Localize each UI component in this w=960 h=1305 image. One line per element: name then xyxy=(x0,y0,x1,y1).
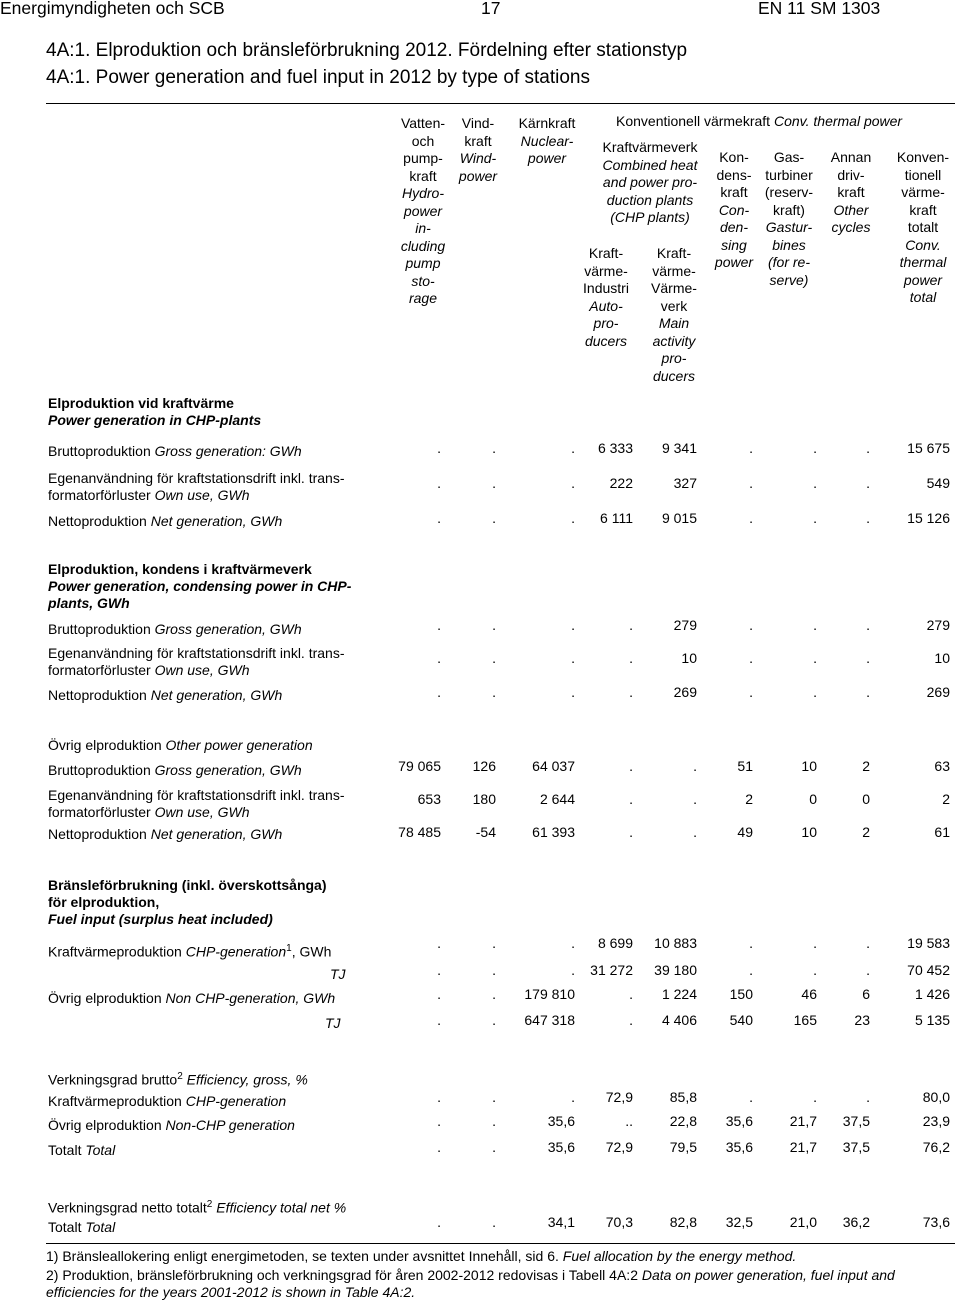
table-cell: 76,2 xyxy=(922,1139,950,1155)
table-cell: 0 xyxy=(809,791,817,807)
table-cell: 2 xyxy=(862,824,870,840)
col-header-chp-industry: Kraft- värme- Industri Auto- pro- ducers xyxy=(583,245,629,349)
table-cell: 10 xyxy=(934,650,950,666)
row-label: Bruttoproduktion Gross generation, GWh xyxy=(48,621,302,637)
table-cell: 61 xyxy=(934,824,950,840)
table-cell: . xyxy=(437,935,441,951)
table-cell: . xyxy=(866,475,870,491)
table-cell: 37,5 xyxy=(842,1113,870,1129)
table-cell: 126 xyxy=(472,758,496,774)
table-cell: 46 xyxy=(801,986,817,1002)
col-group-conventional-en: Conv. thermal power xyxy=(773,113,903,129)
table-cell: 6 xyxy=(862,986,870,1002)
footnote-1: 1) Bränsleallokering enligt energimetoden, se texten under avsnittet Innehåll, sid 6. Fuel allocation by the energy method. xyxy=(46,1248,797,1264)
table-cell: . xyxy=(492,935,496,951)
table-cell: 179 810 xyxy=(524,986,575,1002)
table-title-en: 4A:1. Power generation and fuel input in 2012 by type of stations xyxy=(46,67,590,88)
table-cell: 150 xyxy=(729,986,753,1002)
table-cell: 0 xyxy=(862,791,870,807)
table-cell: 82,8 xyxy=(669,1214,697,1230)
table-cell: . xyxy=(693,791,697,807)
table-cell: 540 xyxy=(729,1012,753,1028)
table-cell: . xyxy=(437,617,441,633)
table-cell: . xyxy=(437,1113,441,1129)
table-cell: . xyxy=(437,440,441,456)
table-cell: 63 xyxy=(934,758,950,774)
table-cell: 1 224 xyxy=(661,986,697,1002)
table-cell: . xyxy=(492,1139,496,1155)
table-cell: . xyxy=(813,617,817,633)
table-cell: 35,6 xyxy=(725,1139,753,1155)
table-cell: . xyxy=(437,1139,441,1155)
table-cell: . xyxy=(749,510,753,526)
table-cell: 2 644 xyxy=(539,791,575,807)
table-cell: . xyxy=(437,684,441,700)
table-cell: 279 xyxy=(673,617,697,633)
table-cell: 10 xyxy=(681,650,697,666)
row-label: Nettoproduktion Net generation, GWh xyxy=(48,513,283,529)
table-cell: 51 xyxy=(737,758,753,774)
col-header-hydro: Vatten- och pump- kraft Hydro- power in- cluding pump sto- rage xyxy=(400,115,446,306)
table-cell: . xyxy=(866,440,870,456)
row-label: Nettoproduktion Net generation, GWh xyxy=(48,687,283,703)
table-cell: 180 xyxy=(472,791,496,807)
table-cell: . xyxy=(492,617,496,633)
table-cell: . xyxy=(866,935,870,951)
section-heading-other: Övrig elproduktion Other power generation xyxy=(48,737,313,753)
table-cell: . xyxy=(629,1012,633,1028)
top-rule xyxy=(46,103,955,104)
table-cell: . xyxy=(571,510,575,526)
table-cell: 79 065 xyxy=(398,758,441,774)
table-cell: . xyxy=(813,510,817,526)
table-cell: 2 xyxy=(745,791,753,807)
row-label: Kraftvärmeproduktion CHP-generation$^1$, GWh xyxy=(48,943,332,960)
table-cell: . xyxy=(437,962,441,978)
table-cell: 36,2 xyxy=(842,1214,870,1230)
table-cell: . xyxy=(629,986,633,1002)
table-cell: 49 xyxy=(737,824,753,840)
table-cell: . xyxy=(571,440,575,456)
section-heading-condensing: Elproduktion, kondens i kraftvärmeverk Power generation, condensing power in CHP- plants, GWh xyxy=(48,561,352,611)
table-cell: . xyxy=(629,650,633,666)
col-header-wind: Vind- kraft Wind- power xyxy=(458,115,498,184)
table-cell: . xyxy=(492,1113,496,1129)
footnote-rule xyxy=(46,1243,955,1244)
table-cell: . xyxy=(749,935,753,951)
table-cell: . xyxy=(749,650,753,666)
unit-label-tj: TJ xyxy=(325,1015,341,1031)
table-cell: . xyxy=(629,824,633,840)
table-cell: . xyxy=(629,758,633,774)
row-label: Egenanvändning för kraftstationsdrift inkl. trans- formatorförluster Own use, GWh xyxy=(48,787,345,820)
table-cell: . xyxy=(813,475,817,491)
footnote-2: 2) Produktion, bränsleförbrukning och verkningsgrad för åren 2002-2012 redovisas i Tabell 4A:2 Data on power generation, fuel input and xyxy=(46,1267,895,1283)
row-label: Nettoproduktion Net generation, GWh xyxy=(48,826,283,842)
row-label: Egenanvändning för kraftstationsdrift inkl. trans- formatorförluster Own use, GWh xyxy=(48,470,345,503)
table-cell: 73,6 xyxy=(922,1214,950,1230)
table-cell: . xyxy=(571,962,575,978)
row-label: Övrig elproduktion Non-CHP generation xyxy=(48,1117,295,1133)
table-cell: . xyxy=(571,617,575,633)
col-header-gas-turbines: Gas- turbiner (reserv- kraft) Gastur- bines (for re- serve) xyxy=(764,149,814,288)
table-cell: . xyxy=(629,791,633,807)
header-right: EN 11 SM 1303 xyxy=(758,0,881,18)
table-cell: 34,1 xyxy=(547,1214,575,1230)
table-cell: . xyxy=(437,1012,441,1028)
table-cell: 1 426 xyxy=(914,986,950,1002)
table-cell: 5 135 xyxy=(914,1012,950,1028)
row-label: Övrig elproduktion Non CHP-generation, GWh xyxy=(48,990,336,1006)
col-group-conventional xyxy=(616,113,902,129)
table-cell: . xyxy=(571,935,575,951)
table-cell: 279 xyxy=(926,617,950,633)
col-header-condensing: Kon- dens- kraft Con- den- sing power xyxy=(714,149,754,270)
table-cell: 35,6 xyxy=(547,1113,575,1129)
table-cell: . xyxy=(437,1214,441,1230)
table-cell: 70 452 xyxy=(907,962,950,978)
table-cell: 22,8 xyxy=(669,1113,697,1129)
table-title-sv: 4A:1. Elproduktion och bränsleförbrukning 2012. Fördelning efter stationstyp xyxy=(46,40,688,61)
table-cell: 35,6 xyxy=(547,1139,575,1155)
table-cell: 39 180 xyxy=(654,962,697,978)
row-label: Kraftvärmeproduktion CHP-generation xyxy=(48,1093,287,1109)
table-cell: 9 015 xyxy=(661,510,697,526)
section-heading-efficiency-gross: Verkningsgrad brutto$^2$ Efficiency, gross, % xyxy=(48,1071,308,1088)
table-cell: . xyxy=(866,684,870,700)
table-cell: 6 111 xyxy=(600,510,633,526)
table-cell: . xyxy=(492,1012,496,1028)
table-cell: . xyxy=(437,650,441,666)
table-cell: . xyxy=(492,962,496,978)
table-cell: . xyxy=(749,475,753,491)
table-cell: 327 xyxy=(673,475,697,491)
table-cell: 78 485 xyxy=(398,824,441,840)
section-heading-efficiency-net: Verkningsgrad netto totalt$^2$ Efficiency total net % xyxy=(48,1199,347,1216)
table-cell: . xyxy=(571,1089,575,1105)
table-cell: 21,7 xyxy=(789,1139,817,1155)
table-cell: 21,0 xyxy=(789,1214,817,1230)
table-cell: . xyxy=(866,510,870,526)
table-cell: . xyxy=(492,986,496,1002)
table-cell: 653 xyxy=(417,791,441,807)
table-cell: . xyxy=(492,510,496,526)
table-cell: . xyxy=(866,650,870,666)
table-cell: 9 341 xyxy=(661,440,697,456)
table-cell: 80,0 xyxy=(922,1089,950,1105)
table-cell: 4 406 xyxy=(661,1012,697,1028)
table-cell: 8 699 xyxy=(597,935,633,951)
table-cell: 21,7 xyxy=(789,1113,817,1129)
table-cell: . xyxy=(629,684,633,700)
table-cell: . xyxy=(492,475,496,491)
table-cell: 269 xyxy=(673,684,697,700)
table-cell: . xyxy=(571,475,575,491)
table-cell: 61 393 xyxy=(532,824,575,840)
table-cell: . xyxy=(693,824,697,840)
col-group-chp: Kraftvärmeverk Combined heat and power pro- duction plants (CHP plants) xyxy=(602,139,698,225)
table-cell: . xyxy=(813,935,817,951)
table-cell: . xyxy=(813,684,817,700)
table-cell: 64 037 xyxy=(532,758,575,774)
row-label: Egenanvändning för kraftstationsdrift inkl. trans- formatorförluster Own use, GWh xyxy=(48,645,345,678)
table-cell: . xyxy=(749,684,753,700)
table-cell: . xyxy=(866,1089,870,1105)
table-cell: 10 xyxy=(801,824,817,840)
table-cell: 72,9 xyxy=(605,1139,633,1155)
unit-label-tj: TJ xyxy=(330,966,346,982)
table-cell: 15 675 xyxy=(907,440,950,456)
table-cell: . xyxy=(492,650,496,666)
table-cell: . xyxy=(629,617,633,633)
table-cell: . xyxy=(437,1089,441,1105)
table-cell: 31 272 xyxy=(590,962,633,978)
table-cell: 23,9 xyxy=(922,1113,950,1129)
table-cell: . xyxy=(749,440,753,456)
table-cell: . xyxy=(571,650,575,666)
col-header-other-cycles: Annan driv- kraft Other cycles xyxy=(830,149,872,235)
table-cell: . xyxy=(437,986,441,1002)
row-label: Totalt Total xyxy=(48,1142,116,1158)
table-cell: 23 xyxy=(854,1012,870,1028)
table-cell: 647 318 xyxy=(524,1012,575,1028)
table-cell: 35,6 xyxy=(725,1113,753,1129)
table-cell: . xyxy=(813,650,817,666)
row-label: Bruttoproduktion Gross generation: GWh xyxy=(48,443,302,459)
table-cell: . xyxy=(492,1214,496,1230)
table-cell: . xyxy=(866,617,870,633)
header-left: Energimyndigheten och SCB xyxy=(0,0,225,18)
table-cell: 19 583 xyxy=(907,935,950,951)
table-cell: . xyxy=(492,440,496,456)
table-cell: .. xyxy=(625,1113,633,1129)
table-cell: 79,5 xyxy=(669,1139,697,1155)
table-cell: 165 xyxy=(793,1012,817,1028)
table-cell: . xyxy=(437,510,441,526)
section-heading-fuel: Bränsleförbrukning (inkl. överskottsånga) för elproduktion, Fuel input (surplus heat included) xyxy=(48,877,327,927)
page-number: 17 xyxy=(481,0,501,18)
table-cell: . xyxy=(492,1089,496,1105)
row-label: Totalt Total xyxy=(48,1219,116,1235)
table-cell: . xyxy=(813,1089,817,1105)
table-cell: 222 xyxy=(609,475,633,491)
table-cell: 10 883 xyxy=(654,935,697,951)
footnote-2-cont: efficiencies for the years 2001-2012 is shown in Table 4A:2. xyxy=(46,1284,416,1300)
col-header-chp-main: Kraft- värme- Värme- verk Main activity pro- ducers xyxy=(651,245,697,384)
table-cell: . xyxy=(437,475,441,491)
table-cell: . xyxy=(693,758,697,774)
table-cell: 10 xyxy=(801,758,817,774)
table-cell: . xyxy=(813,440,817,456)
row-label: Bruttoproduktion Gross generation, GWh xyxy=(48,762,302,778)
table-cell: 2 xyxy=(862,758,870,774)
table-cell: 269 xyxy=(926,684,950,700)
col-group-conventional-sv: Konventionell värmekraft xyxy=(616,113,774,129)
table-cell: 37,5 xyxy=(842,1139,870,1155)
table-cell: -54 xyxy=(475,824,496,840)
table-cell: . xyxy=(749,962,753,978)
table-cell: 85,8 xyxy=(669,1089,697,1105)
table-cell: . xyxy=(749,617,753,633)
table-cell: 2 xyxy=(942,791,950,807)
table-cell: . xyxy=(866,962,870,978)
table-cell: 72,9 xyxy=(605,1089,633,1105)
table-cell: 70,3 xyxy=(605,1214,633,1230)
table-cell: 15 126 xyxy=(907,510,950,526)
col-header-nuclear: Kärnkraft Nuclear- power xyxy=(518,115,576,166)
table-cell: . xyxy=(492,684,496,700)
table-cell: . xyxy=(571,684,575,700)
table-cell: 6 333 xyxy=(597,440,633,456)
table-cell: 549 xyxy=(926,475,950,491)
col-header-conv-total: Konven- tionell värme- kraft totalt Conv. thermal power total xyxy=(896,149,950,305)
table-cell: 32,5 xyxy=(725,1214,753,1230)
section-heading-chp: Elproduktion vid kraftvärme Power generation in CHP-plants xyxy=(48,395,262,428)
table-cell: . xyxy=(813,962,817,978)
table-cell: . xyxy=(749,1089,753,1105)
